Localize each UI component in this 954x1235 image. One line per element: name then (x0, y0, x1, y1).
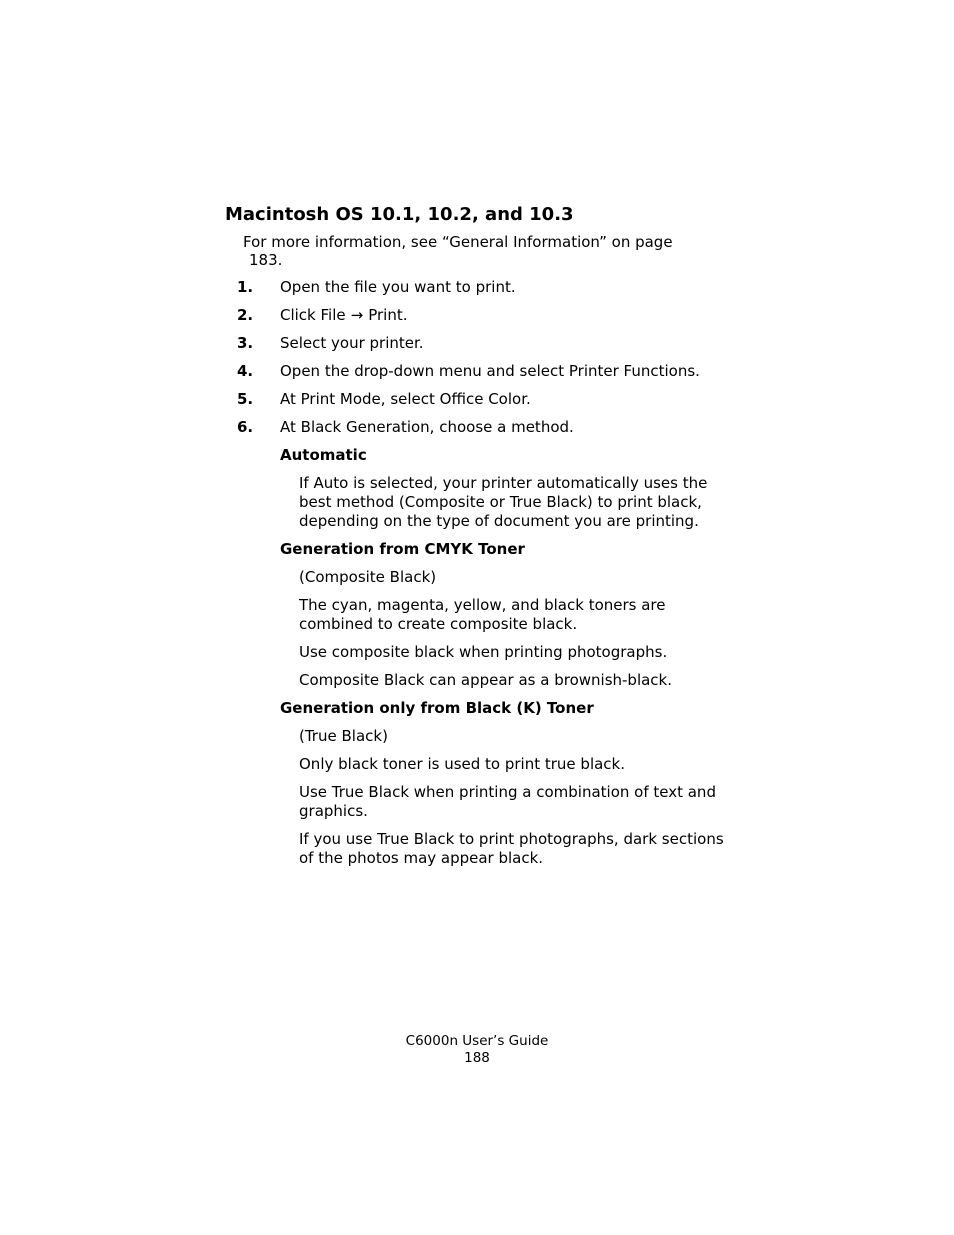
step-text: Open the file you want to print. (280, 278, 516, 296)
section-paragraph: (True Black) (299, 727, 388, 745)
footer-page-number: 188 (464, 1050, 490, 1066)
step-text: Open the drop-down menu and select Printer Functions. (280, 362, 700, 380)
step-text-before: Click File (280, 306, 346, 324)
step-number: 5. (237, 390, 254, 408)
step-text (280, 306, 407, 324)
section-heading-cmyk: Generation from CMYK Toner (280, 540, 525, 558)
section-paragraph: Use True Black when printing a combination of text and graphics. (299, 783, 716, 820)
section-paragraph: The cyan, magenta, yellow, and black toners are combined to create composite black. (299, 596, 666, 633)
intro-line-1: For more information, see “General Information” on page (243, 233, 673, 251)
step-text: At Black Generation, choose a method. (280, 418, 574, 436)
step-number: 3. (237, 334, 254, 352)
section-paragraph: Composite Black can appear as a brownish-black. (299, 671, 673, 689)
section-paragraph: Only black toner is used to print true black. (299, 755, 626, 773)
section-heading-black-only: Generation only from Black (K) Toner (280, 699, 594, 717)
page-title: Macintosh OS 10.1, 10.2, and 10.3 (225, 204, 574, 225)
section-paragraph: If Auto is selected, your printer automatically uses the best method (Composite or True Black) to print black, depending on the type of document you are printing. (299, 474, 708, 530)
section-paragraph: Use composite black when printing photographs. (299, 643, 668, 661)
footer-guide-title: C6000n User’s Guide (405, 1033, 549, 1049)
section-paragraph: (Composite Black) (299, 568, 437, 586)
section-paragraph: If you use True Black to print photographs, dark sections of the photos may appear black. (299, 830, 724, 867)
step-number: 2. (237, 306, 254, 324)
arrow-right-icon: → (350, 306, 364, 324)
step-text-after: Print. (368, 306, 408, 324)
step-number: 6. (237, 418, 254, 436)
intro-line-2: 183. (249, 251, 283, 269)
step-text: Select your printer. (280, 334, 424, 352)
intro-paragraph (243, 233, 713, 269)
step-number: 4. (237, 362, 254, 380)
section-heading-automatic: Automatic (280, 446, 367, 464)
step-text: At Print Mode, select Office Color. (280, 390, 531, 408)
step-number: 1. (237, 278, 254, 296)
